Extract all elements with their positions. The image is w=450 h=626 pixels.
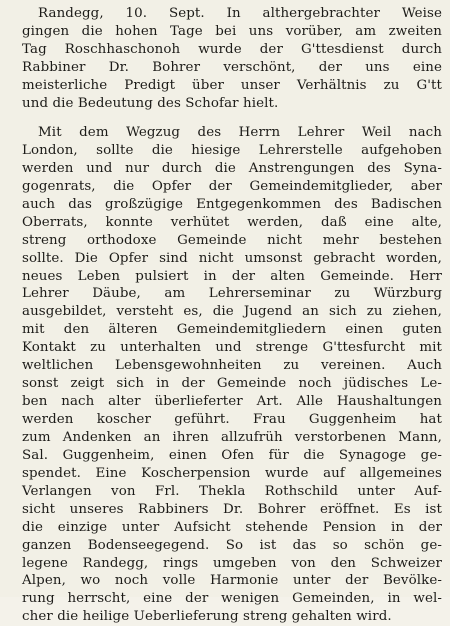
- text-line: ausgebildet, versteht es, die Jugend an sich zu ziehen,: [22, 304, 442, 320]
- text-line: gogenrats, die Opfer der Gemeindemitglieder, aber: [22, 178, 442, 194]
- text-line: Tag Roschhaschonoh wurde der G'ttesdienst durch: [22, 41, 442, 57]
- text-line: rung herrscht, eine der wenigen Gemeinden, in wel-: [22, 591, 442, 607]
- paragraph-community-report: [22, 124, 442, 626]
- text-line: werden und nur durch die Anstrengungen des Syna-: [22, 160, 442, 176]
- text-line: zum Andenken an ihren allzufrüh verstorbenen Mann,: [22, 429, 442, 445]
- text-line: Sal. Guggenheim, einen Ofen für die Synagoge ge-: [22, 447, 442, 463]
- text-line: Mit dem Wegzug des Herrn Lehrer Weil nach: [38, 125, 442, 140]
- text-line: streng orthodoxe Gemeinde nicht mehr bestehen: [22, 232, 442, 248]
- text-line: meisterliche Predigt über unser Verhältnis zu G'tt: [22, 77, 442, 93]
- text-line: cher die heilige Ueberlieferung streng gehalten wird.: [22, 609, 392, 625]
- text-line: ben nach alter überlieferter Art. Alle Haushaltungen: [22, 394, 442, 410]
- text-line: sicht unseres Rabbiners Dr. Bohrer eröffnet. Es ist: [22, 501, 442, 517]
- text-line: Kontakt zu unterhalten und strenge G'ttesfurcht mit: [22, 340, 442, 356]
- text-line: Rabbiner Dr. Bohrer verschönt, der uns eine: [22, 59, 442, 75]
- text-line: Alpen, wo noch volle Harmonie unter der Bevölke-: [22, 573, 442, 589]
- text-line: Oberrats, konnte verhütet werden, daß eine alte,: [22, 214, 442, 230]
- text-line: sonst zeigt sich in der Gemeinde noch jüdisches Le-: [22, 376, 442, 392]
- text-line: mit den älteren Gemeindemitgliedern einen guten: [22, 322, 442, 338]
- text-line: werden koscher geführt. Frau Guggenheim hat: [22, 412, 442, 427]
- text-line: neues Leben pulsiert in der alten Gemeinde. Herr: [22, 268, 442, 284]
- text-line: auch das großzügige Entgegenkommen des Badischen: [22, 196, 442, 212]
- text-line: London, sollte die hiesige Lehrerstelle aufgehoben: [22, 142, 442, 158]
- text-line: Verlangen von Frl. Thekla Rothschild unter Auf-: [22, 483, 442, 499]
- text-line: legene Randegg, rings umgeben von den Schweizer: [22, 555, 442, 571]
- text-line: ganzen Bodenseegegend. So ist das so schön ge-: [22, 537, 442, 553]
- text-line: Lehrer Däube, am Lehrerseminar zu Würzburg: [22, 286, 442, 302]
- text-line: weltlichen Lebensgewohnheiten zu vereinen. Auch: [22, 358, 442, 374]
- text-line: und die Bedeutung des Schofar hielt.: [22, 95, 279, 111]
- text-line: sollte. Die Opfer sind nicht umsonst gebracht worden,: [22, 250, 442, 266]
- text-line: Randegg, 10. Sept. In althergebrachter Weise: [38, 6, 442, 21]
- text-line: gingen die hohen Tage bei uns vorüber, am zweiten: [22, 23, 442, 39]
- paragraph-dateline-report: [22, 5, 442, 113]
- text-line: die einzige unter Aufsicht stehende Pension in der: [22, 519, 442, 535]
- text-line: spendet. Eine Koscherpension wurde auf allgemeines: [22, 465, 442, 481]
